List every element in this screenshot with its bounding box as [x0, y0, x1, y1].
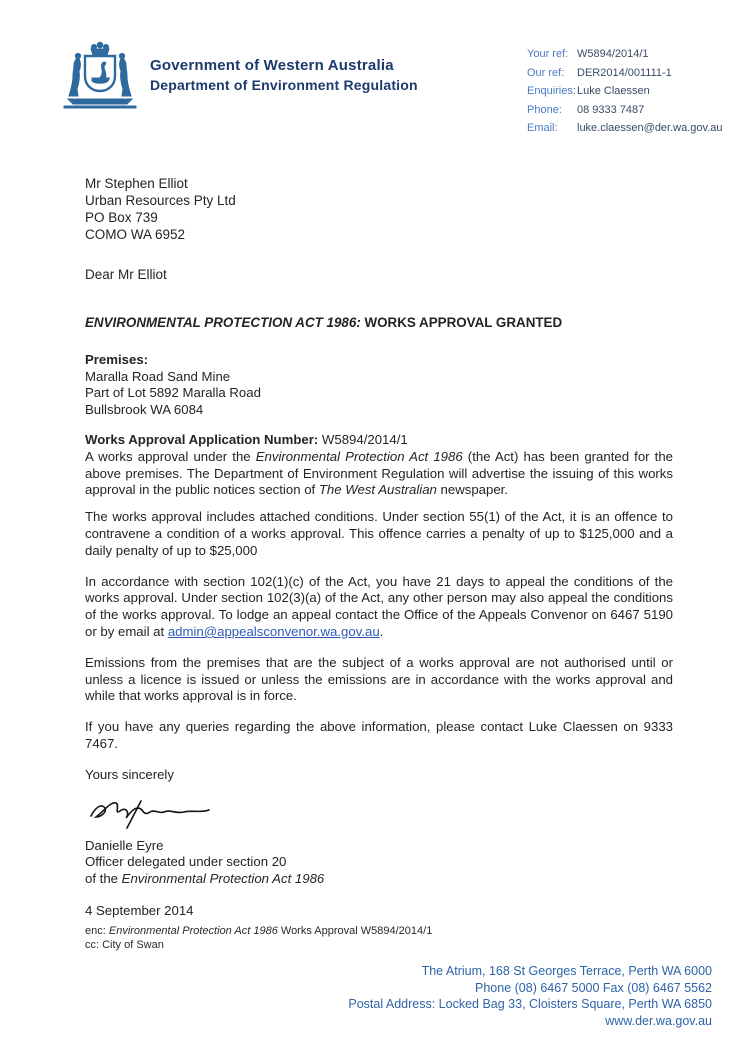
paragraph-appeal: In accordance with section 102(1)(c) of the Act, you have 21 days to appeal the conditions of the works approval. Under section 102(3)(a) of the Act, any other person may also appeal the conditions of the works approval. To lodge an appeal contact the Office of the Appeals Convenor on 6467 5190 or by email at admin@appealsconvenor.wa.gov.au.	[85, 573, 673, 639]
premises-name: Maralla Road Sand Mine	[85, 368, 231, 384]
premises-lot: Part of Lot 5892 Maralla Road	[85, 385, 261, 401]
salutation: Dear Mr Elliot	[85, 267, 167, 282]
signature-scribble	[85, 788, 673, 836]
our-ref-value: DER2014/001111-1	[577, 66, 672, 79]
recipient-suburb: COMO WA 6952	[85, 227, 186, 242]
enquiries-label: Enquiries:	[527, 85, 576, 97]
paragraph-queries: If you have any queries regarding the above information, please contact Luke Claessen on 9333 7467.	[85, 719, 673, 751]
signatory-title-1: Officer delegated under section 20	[85, 854, 287, 870]
recipient-address	[85, 175, 236, 243]
our-ref-label: Our ref:	[527, 66, 565, 79]
premises-heading: Premises:	[85, 351, 149, 367]
phone-label: Phone:	[527, 103, 562, 116]
email-value: luke.claessen@der.wa.gov.au	[577, 122, 723, 134]
footer-website: www.der.wa.gov.au	[605, 1013, 712, 1028]
letter-date: 4 September 2014	[85, 903, 194, 919]
letterhead-titles	[150, 57, 418, 93]
email-label: Email:	[527, 122, 558, 134]
your-ref-label: Your ref:	[527, 48, 569, 60]
enquiries-row	[527, 85, 723, 97]
recipient-po-box: PO Box 739	[85, 210, 158, 225]
signatory-title-2: of the Environmental Protection Act 1986	[85, 870, 325, 886]
footer-street-address: The Atrium, 168 St Georges Terrace, Perth WA 6000	[421, 964, 712, 978]
your-ref-value: W5894/2014/1	[577, 48, 649, 60]
subject-line: ENVIRONMENTAL PROTECTION ACT 1986: WORKS APPROVAL GRANTED	[85, 315, 563, 330]
paragraph-granted: A works approval under the Environmental Protection Act 1986 (the Act) has been granted for the above premises. The Department of Environment Regulation will advertise the issuing of this works approval in the public notices section of The West Australian newspaper.	[85, 448, 673, 498]
wa-coat-of-arms-logo	[62, 40, 138, 110]
signature-block	[85, 838, 673, 888]
enclosure-line: enc: Environmental Protection Act 1986 Works Approval W5894/2014/1	[85, 924, 433, 937]
email-row	[527, 122, 723, 134]
cc-line: cc: City of Swan	[85, 938, 164, 951]
signatory-name: Danielle Eyre	[85, 837, 164, 853]
premises-suburb: Bullsbrook WA 6084	[85, 402, 204, 418]
footer-phone-fax: Phone (08) 6467 5000 Fax (08) 6467 5562	[475, 980, 712, 995]
appeals-email-link[interactable]: admin@appealsconvenor.wa.gov.au	[167, 623, 380, 639]
letter-footer	[348, 963, 712, 1029]
enquiries-value: Luke Claessen	[577, 85, 650, 97]
letter-body	[85, 315, 673, 952]
recipient-name: Mr Stephen Elliot	[85, 176, 188, 191]
premises-block	[85, 352, 673, 419]
valediction: Yours sincerely	[85, 766, 174, 782]
paragraph-emissions: Emissions from the premises that are the subject of a works approval are not authorised until or unless a licence is issued or unless the emissions are in accordance with the works approval and while that works approval is in force.	[85, 654, 673, 704]
department-title: Department of Environment Regulation	[150, 77, 418, 93]
application-number-line: Works Approval Application Number: W5894/2014/1	[85, 431, 408, 447]
our-ref-row	[527, 67, 723, 79]
your-ref-row	[527, 48, 723, 60]
phone-value: 08 9333 7487	[577, 103, 645, 116]
phone-row	[527, 104, 723, 116]
paragraph-conditions: The works approval includes attached conditions. Under section 55(1) of the Act, it is an offence to contravene a condition of a works approval. This offence carries a penalty of up to $125,000 and a daily penalty of up to $25,000	[85, 509, 673, 558]
government-title: Government of Western Australia	[150, 57, 394, 74]
reference-block	[527, 48, 723, 141]
recipient-company: Urban Resources Pty Ltd	[85, 193, 236, 208]
footer-postal-address: Postal Address: Locked Bag 33, Cloisters Square, Perth WA 6850	[348, 997, 712, 1011]
